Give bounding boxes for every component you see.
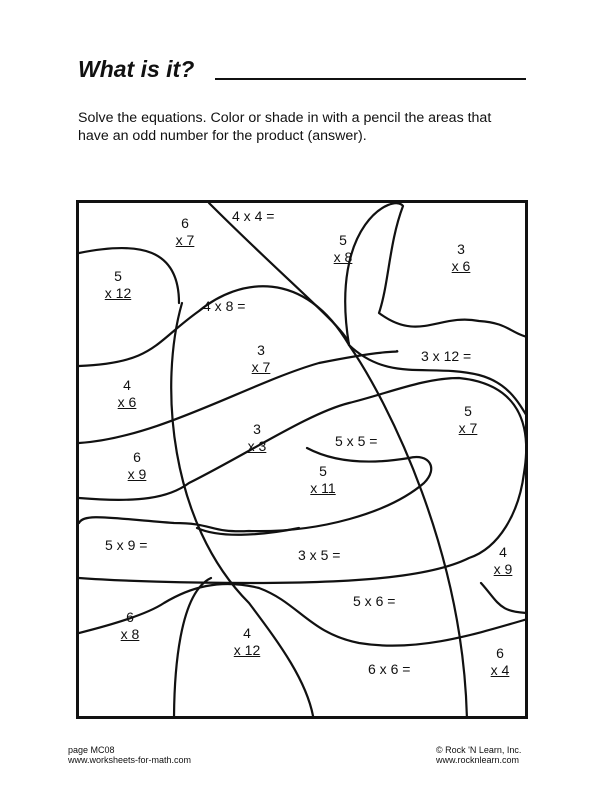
problem-4x12	[224, 625, 270, 659]
problem-top: 4	[499, 544, 507, 560]
equation-5x6: 5 x 6 =	[353, 593, 396, 609]
problem-top: 3	[457, 241, 465, 257]
problem-top: 6	[133, 449, 141, 465]
problem-4x6	[107, 377, 147, 411]
coloring-puzzle	[76, 200, 528, 719]
equation-3x12: 3 x 12 =	[421, 348, 472, 364]
divider-line	[174, 578, 211, 719]
problem-bottom: x 9	[127, 466, 147, 482]
problem-top: 5	[464, 403, 472, 419]
equation-5x5: 5 x 5 =	[335, 433, 378, 449]
problem-top: 5	[319, 463, 327, 479]
equation-6x6: 6 x 6 =	[368, 661, 411, 677]
problem-bottom: x 4	[490, 662, 510, 678]
problem-bottom: x 11	[310, 480, 336, 496]
problem-bottom: x 12	[233, 642, 261, 658]
publisher-url: www.rocknlearn.com	[436, 755, 520, 765]
problem-top: 4	[243, 625, 251, 641]
problem-bottom: x 6	[451, 258, 471, 274]
problem-top: 3	[253, 421, 261, 437]
site-url: www.worksheets-for-math.com	[68, 755, 192, 765]
problem-5x12	[95, 268, 141, 302]
equation-3x5: 3 x 5 =	[298, 547, 341, 563]
problem-3x6	[441, 241, 481, 275]
problem-top: 6	[496, 645, 504, 661]
problem-6x7	[165, 215, 205, 249]
problem-6x8	[110, 609, 150, 643]
problem-5x11	[301, 463, 345, 497]
problem-bottom: x 12	[104, 285, 132, 301]
problem-5x7	[448, 403, 488, 437]
footer-left	[68, 745, 191, 765]
problem-bottom: x 7	[458, 420, 478, 436]
divider-line	[481, 583, 528, 613]
problem-3x3	[237, 421, 277, 455]
divider-line	[345, 203, 528, 345]
equation-5x9: 5 x 9 =	[105, 537, 148, 553]
problem-5x8	[323, 232, 363, 266]
problem-top: 6	[126, 609, 134, 625]
page-title: What is it?	[78, 56, 195, 82]
instructions: Solve the equations. Color or shade in with a pencil the areas that have an odd number for the product (answer).	[78, 110, 492, 144]
copyright: © Rock 'N Learn, Inc.	[436, 745, 522, 755]
equation-4x4: 4 x 4 =	[232, 208, 275, 224]
problem-bottom: x 7	[175, 232, 195, 248]
equation-4x8: 4 x 8 =	[203, 298, 246, 314]
problem-6x4	[480, 645, 520, 679]
problem-top: 5	[114, 268, 122, 284]
problem-bottom: x 7	[251, 359, 271, 375]
answer-line	[215, 78, 526, 80]
problem-bottom: x 6	[117, 394, 137, 410]
problem-bottom: x 9	[493, 561, 513, 577]
problem-bottom: x 3	[247, 438, 267, 454]
page-number: page MC08	[68, 745, 115, 755]
problem-bottom: x 8	[120, 626, 140, 642]
problem-top: 5	[339, 232, 347, 248]
problem-top: 3	[257, 342, 265, 358]
problem-top: 6	[181, 215, 189, 231]
problem-3x7	[241, 342, 281, 376]
problem-4x9	[483, 544, 523, 578]
problem-6x9	[117, 449, 157, 483]
footer-right	[436, 745, 521, 765]
problem-bottom: x 8	[333, 249, 353, 265]
problem-top: 4	[123, 377, 131, 393]
